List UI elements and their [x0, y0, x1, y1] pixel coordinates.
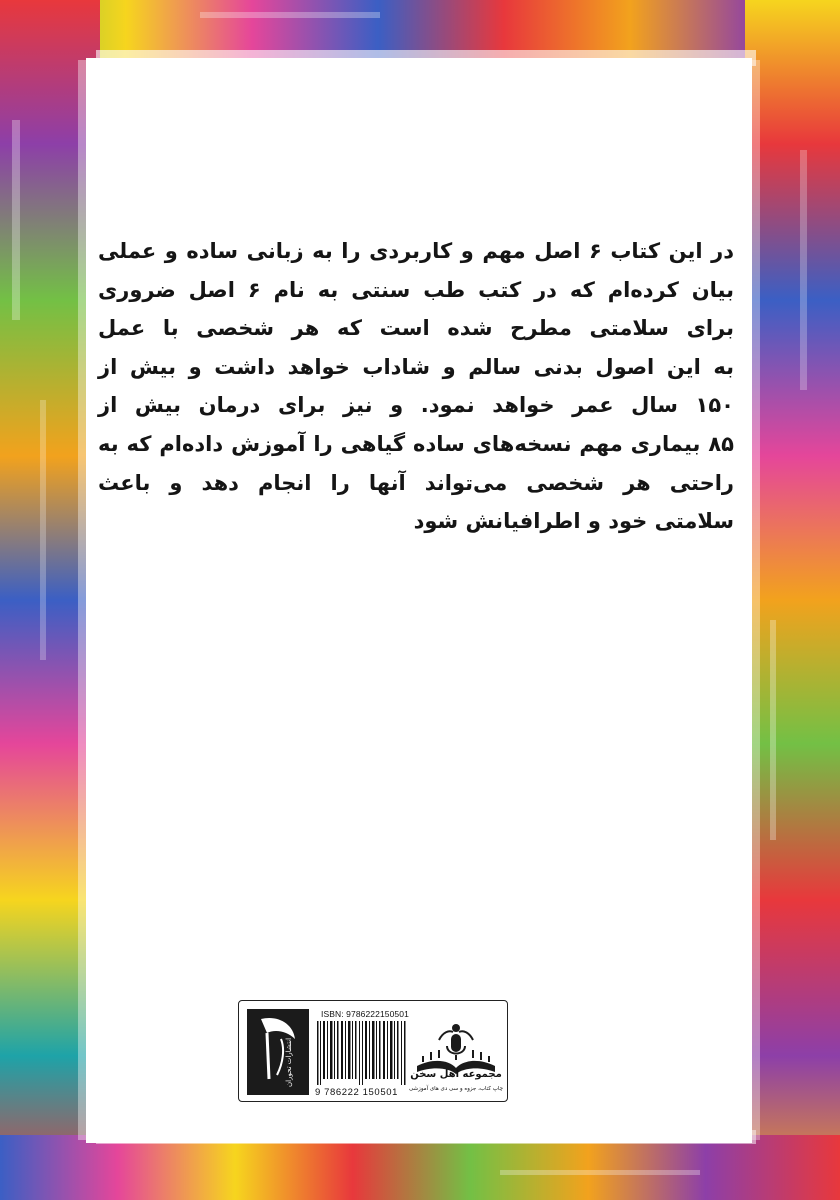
- microphone-icon: [447, 1034, 465, 1060]
- isbn-label: ISBN: 9786222150501: [321, 1009, 409, 1019]
- publisher-logo: [247, 1009, 309, 1095]
- text-line: ۱۵۰ سال عمر خواهد نمود. و نیز برای درمان بیش از: [98, 393, 734, 418]
- isbn-digits: 9 786222 150501: [315, 1087, 398, 1098]
- text-line: برای سلامتی مطرح شده است که هر شخصی با عمل: [98, 316, 734, 341]
- series-subtitle: چاپ کتاب، جزوه و سی دی های آموزشی: [408, 1086, 503, 1092]
- text-line: راحتی هر شخصی می‌تواند آنها را انجام دهد و باعث: [98, 470, 734, 495]
- isbn-publisher-box: [238, 1000, 508, 1102]
- text-line: ۸۵ بیماری مهم نسخه‌های ساده گیاهی را آموزش داده‌ام که به: [98, 431, 734, 456]
- publisher-quill-icon: [247, 1009, 309, 1095]
- barcode: [315, 1021, 407, 1085]
- text-line: در این کتاب ۶ اصل مهم و کاربردی را به زبانی ساده و عملی: [98, 239, 734, 263]
- series-name: مجموعه اهل سخن: [410, 1069, 502, 1080]
- text-line: سلامتی خود و اطرافیانش شود: [413, 509, 734, 534]
- description-text: [98, 232, 734, 541]
- series-logo: [409, 1009, 503, 1095]
- page-content-panel: [86, 58, 752, 1143]
- publisher-logo-text: انتشارات تحوران: [285, 1037, 293, 1087]
- text-line: به این اصول بدنی سالم و شاداب خواهد داشت و بیش از: [98, 354, 734, 379]
- text-line: بیان کرده‌ام که در کتب طب سنتی به نام ۶ اصل ضروری: [98, 277, 734, 302]
